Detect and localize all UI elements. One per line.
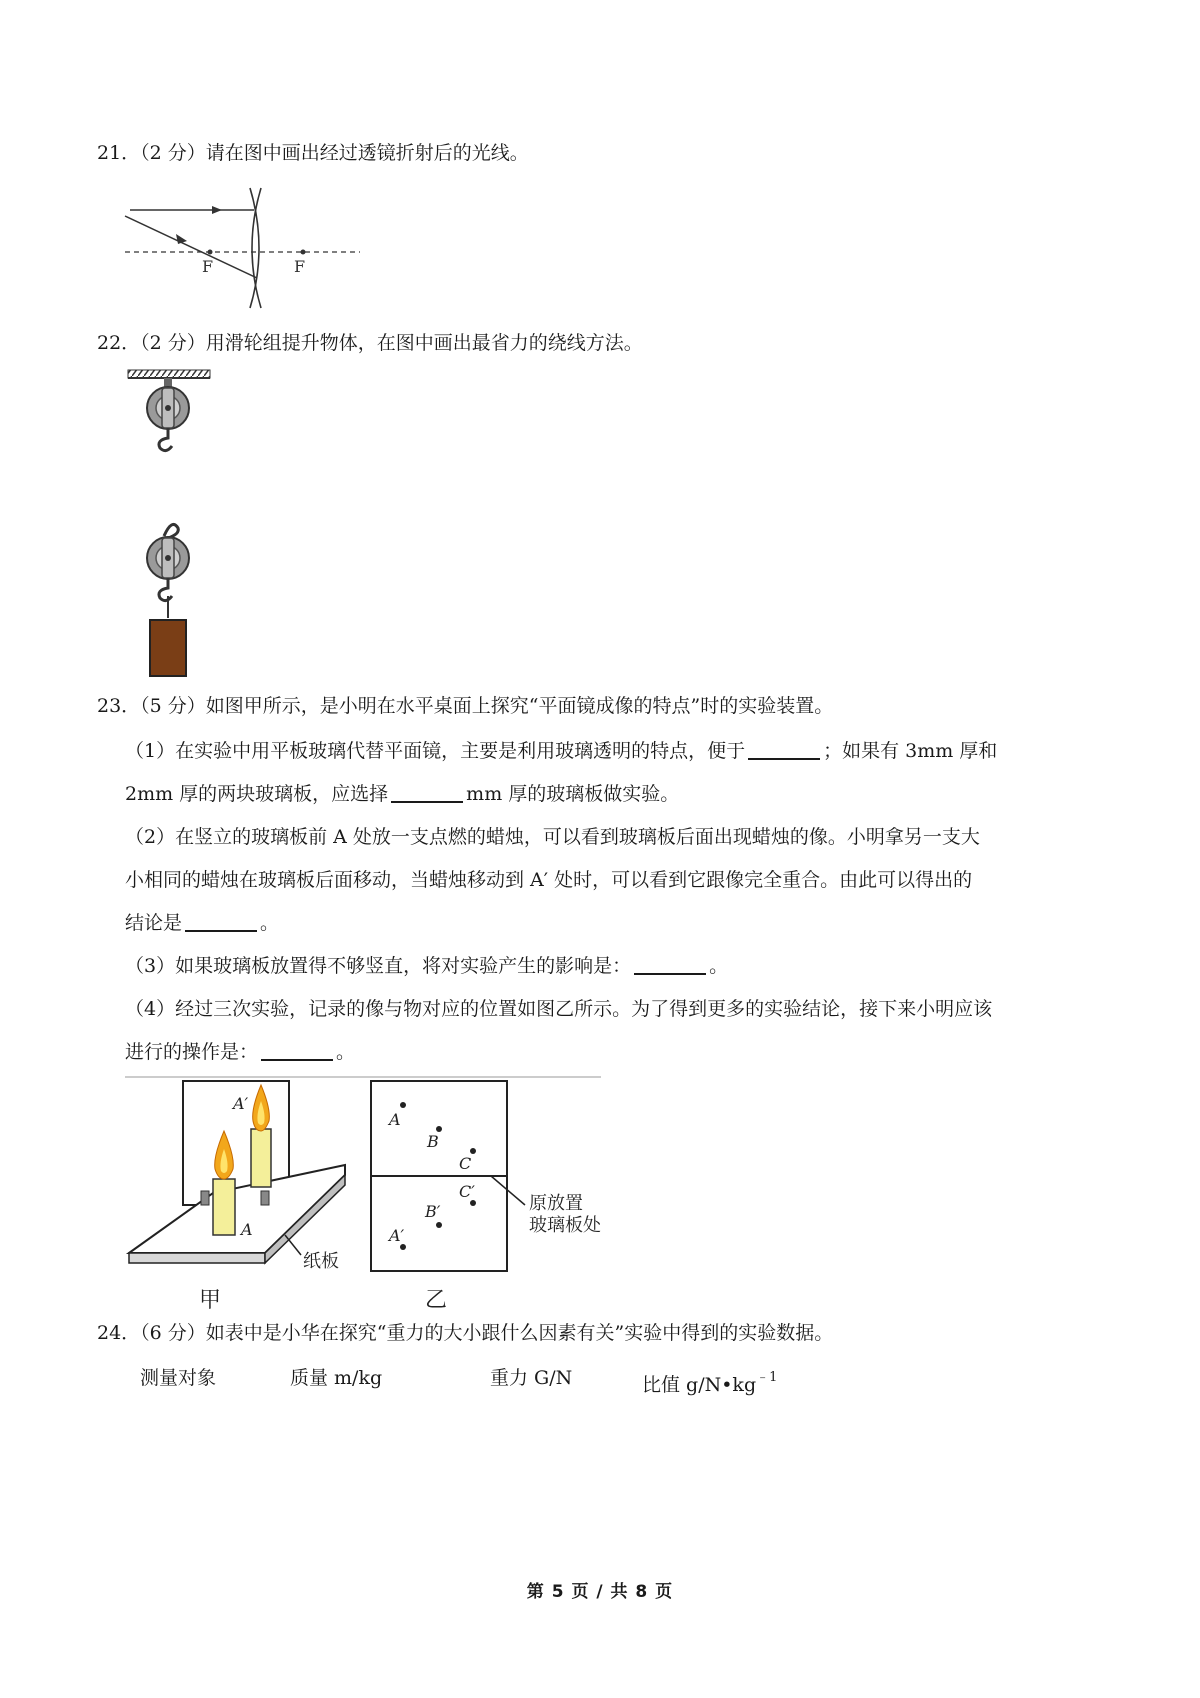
svg-text:C: C: [459, 1154, 472, 1173]
svg-text:B′: B′: [425, 1202, 441, 1221]
svg-text:A′: A′: [389, 1226, 405, 1245]
arrow-icon: [212, 206, 222, 214]
candle-back: [251, 1129, 271, 1187]
q24-header-4: 比值 $g/N•kg^{﹣1}$: [642, 1370, 778, 1396]
caption-yi: 乙: [425, 1288, 448, 1313]
q21-text: 21．（2 分）请在图中画出经过透镜折射后的光线。: [97, 142, 529, 164]
svg-text:B: B: [427, 1132, 439, 1151]
lens-diagram: [120, 180, 370, 310]
answer-blank[interactable]: [185, 910, 257, 932]
pulley-system-diagram: [120, 368, 220, 680]
q23-part1-line2: 2mm 厚的两块玻璃板，应选择 mm 厚的玻璃板做实验。: [125, 783, 680, 805]
board-label: 纸板: [303, 1251, 339, 1272]
ceiling: [128, 370, 210, 378]
q22-text: 22．（2 分）用滑轮组提升物体，在图中画出最省力的绕线方法。: [97, 332, 643, 354]
answer-blank[interactable]: [391, 781, 463, 803]
focus-label-right: F: [294, 257, 306, 276]
mirror-experiment-figure: [125, 1075, 605, 1315]
q23-part4-line1: （4）经过三次实验，记录的像与物对应的位置如图乙所示。为了得到更多的实验结论，接下来小明应该: [125, 998, 993, 1020]
label-a-prime: A′: [233, 1094, 249, 1113]
focal-ray: [125, 216, 257, 278]
svg-text:C′: C′: [459, 1182, 475, 1201]
hook-icon: [159, 428, 172, 451]
label-a: A: [241, 1220, 253, 1239]
weight-block: [150, 620, 186, 676]
arrow-icon: [176, 234, 187, 244]
q23-text: 23．（5 分）如图甲所示，是小明在水平桌面上探究“平面镜成像的特点”时的实验装置。: [97, 695, 834, 717]
q23-part2-line3: 结论是 。: [125, 912, 280, 934]
glass-note-line1: 原放置: [529, 1193, 583, 1214]
answer-blank[interactable]: [261, 1039, 333, 1061]
answer-blank[interactable]: [748, 738, 820, 760]
q23-part1-line1: （1）在实验中用平板玻璃代替平面镜，主要是利用玻璃透明的特点，便于 ；如果有 3mm 厚和: [125, 740, 998, 762]
glass-note-line2: 玻璃板处: [529, 1215, 601, 1236]
q24-text: 24．（6 分）如表中是小华在探究“重力的大小跟什么因素有关”实验中得到的实验数据。: [97, 1322, 834, 1344]
q23-part4-line2: 进行的操作是： 。: [125, 1041, 356, 1063]
q24-header-3: 重力 G/N: [490, 1367, 573, 1389]
answer-blank[interactable]: [634, 953, 706, 975]
caption-jia: 甲: [199, 1288, 222, 1313]
page-footer: 第 5 页 / 共 8 页: [526, 1582, 674, 1602]
focus-label-left: F: [202, 257, 214, 276]
candle-front: [213, 1179, 235, 1235]
movable-pulley: [147, 524, 189, 618]
q23-part2-line1: （2）在竖立的玻璃板前 A 处放一支点燃的蜡烛，可以看到玻璃板后面出现蜡烛的像。小明拿另一支大: [125, 826, 980, 848]
hook-icon: [159, 578, 172, 601]
fixed-pulley: [147, 378, 189, 451]
q23-part2-line2: 小相同的蜡烛在玻璃板后面移动，当蜡烛移动到 A′ 处时，可以看到它跟像完全重合。由此可以得出的: [125, 869, 973, 891]
q23-part3: （3）如果玻璃板放置得不够竖直，将对实验产生的影响是： 。: [125, 955, 729, 977]
focus-point-left: [208, 250, 213, 255]
figure-yi: [371, 1081, 601, 1313]
focus-point-right: [301, 250, 306, 255]
svg-text:A: A: [389, 1110, 401, 1129]
q24-header-1: 测量对象: [140, 1367, 217, 1389]
q24-header-2: 质量 m/kg: [290, 1367, 383, 1389]
figure-jia: [129, 1081, 345, 1313]
